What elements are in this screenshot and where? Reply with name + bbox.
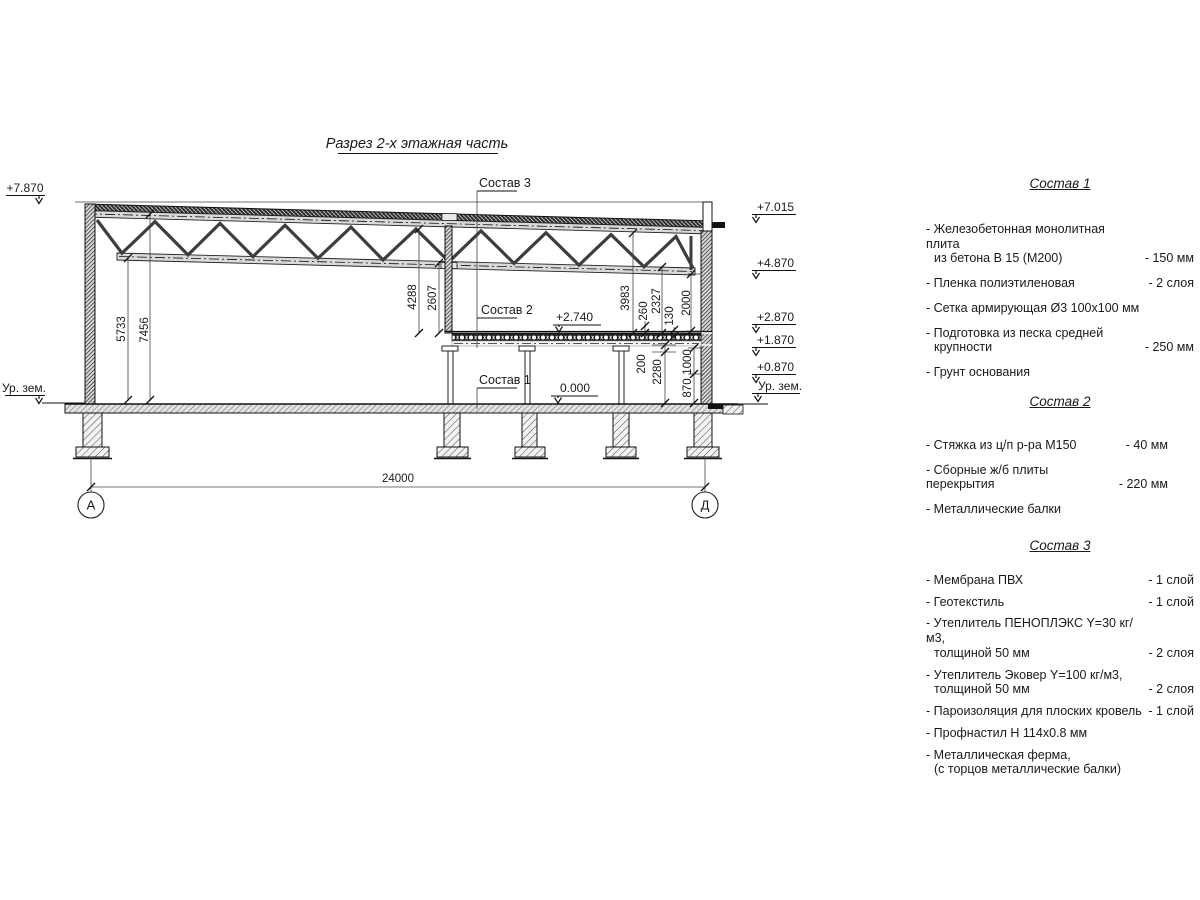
dim-130: 130 xyxy=(664,306,676,326)
composition-1 xyxy=(926,176,1194,390)
list-item: - Пленка полиэтиленовая - 2 слоя xyxy=(926,276,1194,291)
list-item: - Стяжка из ц/п р-ра М150 - 40 мм xyxy=(926,437,1168,452)
dim-2280: 2280 xyxy=(652,359,664,385)
dim-4288: 4288 xyxy=(407,284,419,310)
callouts xyxy=(477,176,601,409)
composition-3-heading: Состав 3 xyxy=(1029,538,1091,553)
left-wall xyxy=(85,204,95,405)
truss-bottom-chord xyxy=(117,253,695,275)
elev-ground-right: Ур. зем. xyxy=(758,379,803,393)
list-item: - Геотекстиль - 1 слой xyxy=(926,594,1194,609)
list-item: - Металлическая ферма, (с торцов металлические балки) xyxy=(926,747,1122,777)
elev-7870: +7.870 xyxy=(6,181,44,195)
dim-2327: 2327 xyxy=(651,288,663,314)
list-item: - Утеплитель Эковер Y=100 кг/м3, толщиной 50 мм - 2 слоя xyxy=(926,667,1194,697)
dim-260: 260 xyxy=(638,301,650,321)
foundations xyxy=(76,413,719,457)
list-item: - Сетка армирующая Ø3 100х100 мм xyxy=(926,300,1140,315)
list-item: - Металлические балки xyxy=(926,502,1061,517)
drawing-title xyxy=(326,136,509,154)
composition-3 xyxy=(926,538,1194,784)
elev-4870: +4.870 xyxy=(757,256,795,270)
dim-7456: 7456 xyxy=(139,317,151,343)
composition-2 xyxy=(926,394,1194,527)
interior-wall xyxy=(445,226,452,333)
roof-ledge xyxy=(712,222,725,228)
list-item: - Грунт основания xyxy=(926,365,1031,380)
elevation-marks-right xyxy=(752,200,802,402)
callout-sostav1: Состав 1 xyxy=(479,373,531,387)
list-item: - Утеплитель ПЕНОПЛЭКС Y=30 кг/м3, толщиной 50 мм - 2 слоя xyxy=(926,616,1194,660)
elev-1870: +1.870 xyxy=(757,333,795,347)
callout-sostav2: Состав 2 xyxy=(481,303,533,317)
axis-a-label: А xyxy=(86,497,96,513)
axis-d-label: Д xyxy=(700,497,710,513)
level-0000: 0.000 xyxy=(560,381,591,395)
elev-2870: +2.870 xyxy=(757,310,795,324)
dim-5733: 5733 xyxy=(116,316,128,342)
list-item: - Подготовка из песка средней крупности - 250 мм xyxy=(926,325,1194,355)
dim-3983: 3983 xyxy=(620,285,632,311)
ground-slab xyxy=(42,403,768,414)
list-item: - Профнастил Н 114х0.8 мм xyxy=(926,725,1088,740)
columns xyxy=(442,346,629,404)
dim-2607: 2607 xyxy=(427,285,439,311)
composition-2-heading: Состав 2 xyxy=(1029,394,1091,409)
dim-870: 870 xyxy=(682,378,694,398)
list-item: - Пароизоляция для плоских кровель - 1 слой xyxy=(926,704,1194,719)
dim-24000: 24000 xyxy=(382,473,414,485)
list-item: - Мембрана ПВХ - 1 слой xyxy=(926,572,1194,587)
level-2740: +2.740 xyxy=(556,310,594,324)
dim-1000: 1000 xyxy=(682,349,694,375)
composition-1-heading: Состав 1 xyxy=(1029,176,1091,191)
dim-200: 200 xyxy=(636,354,648,374)
title-text: Разрез 2-х этажная часть xyxy=(325,136,509,152)
list-item: - Сборные ж/б плиты перекрытия - 220 мм xyxy=(926,462,1168,492)
axis-bubbles xyxy=(78,492,718,518)
right-wall xyxy=(701,231,712,404)
list-item: - Железобетонная монолитная плита из бетона В 15 (М200) - 150 мм xyxy=(926,221,1194,266)
dim-2000: 2000 xyxy=(681,290,693,316)
elev-7015: +7.015 xyxy=(757,200,795,214)
right-parapet xyxy=(703,202,712,232)
elev-ground-left: Ур. зем. xyxy=(1,381,47,395)
callout-sostav3: Состав 3 xyxy=(479,176,531,190)
elev-0870: +0.870 xyxy=(757,360,795,374)
elevation-marks-left xyxy=(2,181,46,404)
roof-assembly xyxy=(85,204,712,234)
